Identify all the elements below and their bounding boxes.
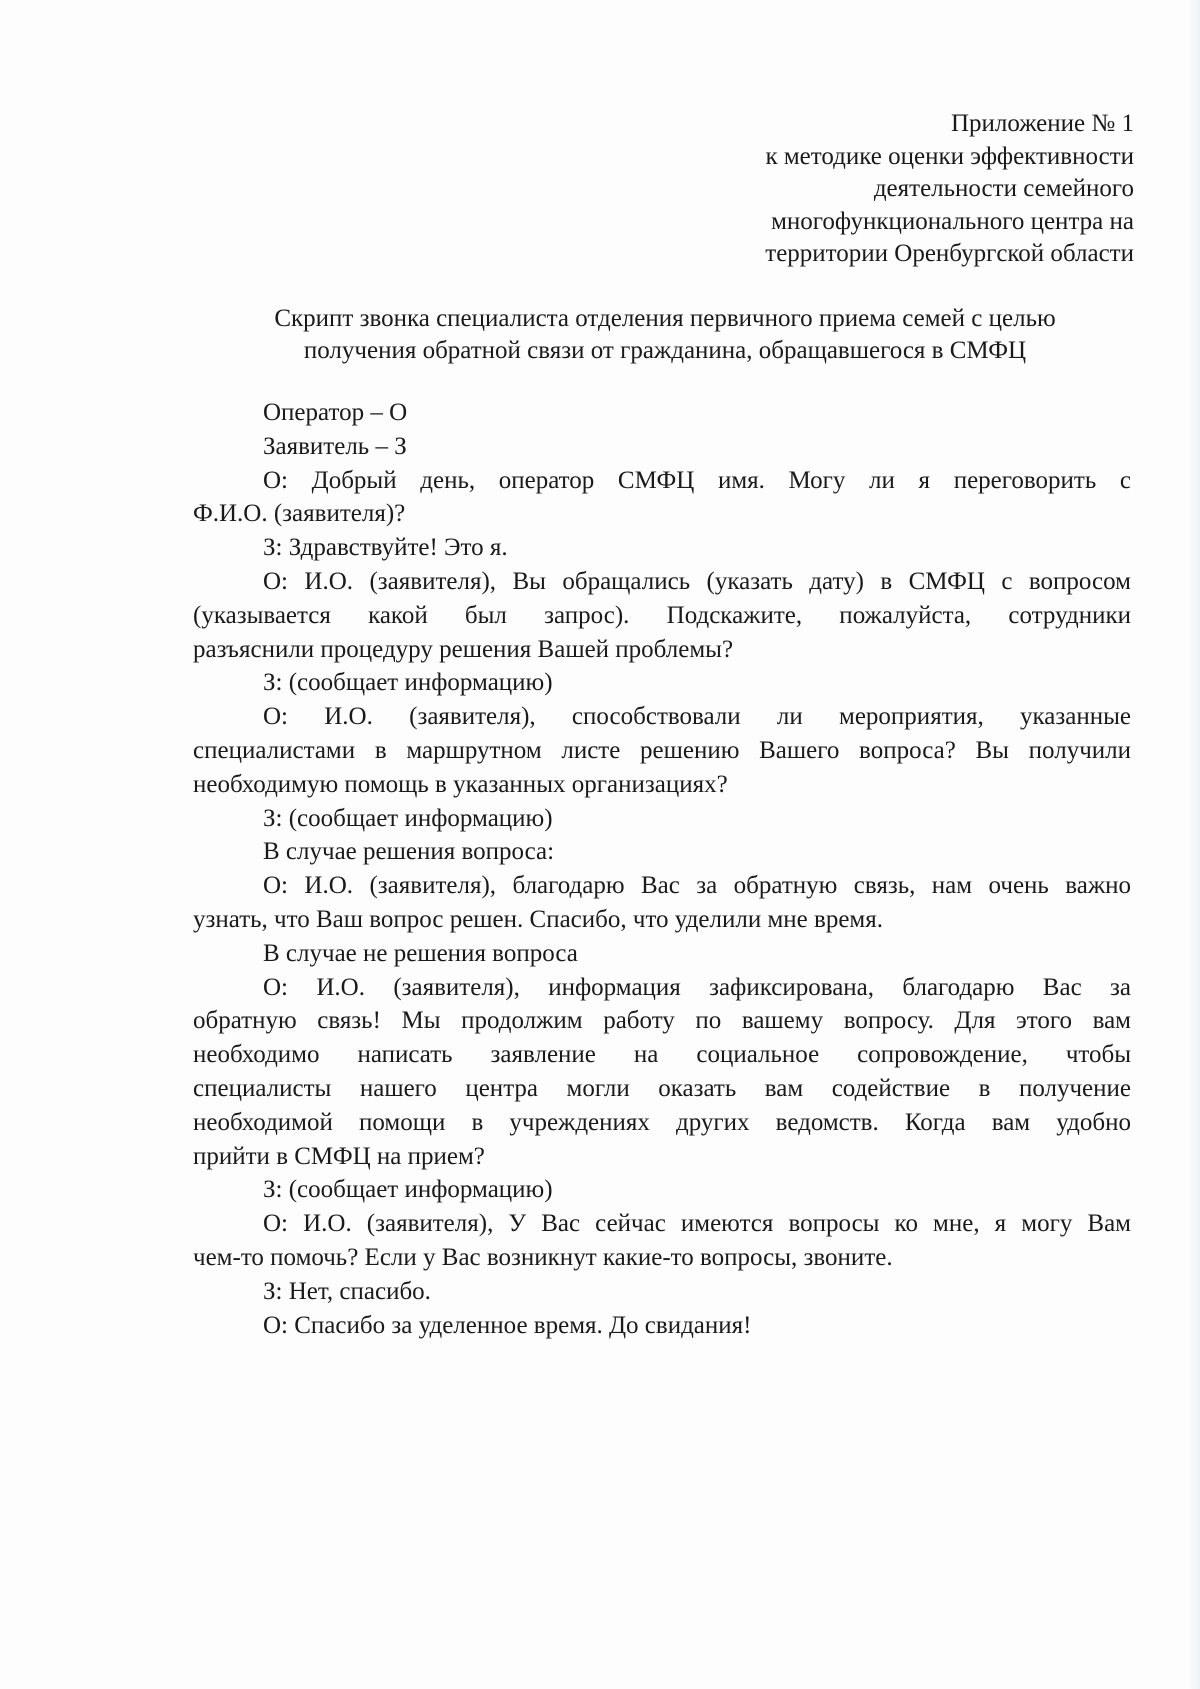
dialogue-line: О: И.О. (заявителя), У Вас сейчас имеются вопросы ко мне, я могу Вам [263, 1210, 1131, 1238]
dialogue-line: необходимо написать заявление на социальное сопровождение, чтобы [193, 1041, 1131, 1069]
dialogue-line: О: И.О. (заявителя), Вы обращались (указать дату) в СМФЦ с вопросом [263, 567, 1131, 595]
appendix-line: территории Оренбургской области [765, 240, 1134, 268]
dialogue-line: разъяснили процедуру решения Вашей проблемы? [193, 635, 734, 663]
dialogue-line: узнать, что Ваш вопрос решен. Спасибо, что уделили мне время. [193, 905, 884, 933]
appendix-line: Приложение № 1 [950, 110, 1134, 137]
legend-operator: Оператор – О [263, 399, 408, 426]
dialogue-line: О: Добрый день, оператор СМФЦ имя. Могу ли я переговорить с [263, 466, 1131, 494]
appendix-line: к методике оценки эффективности [765, 142, 1134, 170]
dialogue-line: О: И.О. (заявителя), благодарю Вас за обратную связь, нам очень важно [263, 872, 1131, 900]
appendix-header [765, 108, 1134, 271]
case-heading: В случае не решения вопроса [263, 939, 578, 967]
dialogue-line: (указывается какой был запрос). Подскажите, пожалуйста, сотрудники [193, 601, 1131, 629]
dialogue-line: необходимую помощь в указанных организациях? [193, 770, 728, 798]
dialogue-line: обратную связь! Мы продолжим работу по вашему вопросу. Для этого вам [193, 1007, 1131, 1035]
legend-applicant: Заявитель – З [263, 432, 407, 460]
title-line: получения обратной связи от гражданина, обращавшегося в СМФЦ [303, 337, 1027, 364]
appendix-line: деятельности семейного [873, 175, 1134, 203]
dialogue-line: специалисты нашего центра могли оказать вам содействие в получение [193, 1074, 1131, 1102]
dialogue-line: О: И.О. (заявителя), способствовали ли мероприятия, указанные [263, 703, 1131, 731]
dialogue-line: З: (сообщает информацию) [263, 669, 553, 697]
script-body [193, 396, 1131, 1342]
dialogue-line: З: Нет, спасибо. [263, 1277, 431, 1305]
document-title [190, 303, 1140, 367]
dialogue-line: специалистами в маршрутном листе решению Вашего вопроса? Вы получили [193, 736, 1131, 764]
dialogue-line: прийти в СМФЦ на прием? [193, 1142, 485, 1170]
dialogue-line: З: Здравствуйте! Это я. [263, 534, 508, 562]
case-heading: В случае решения вопроса: [263, 838, 555, 866]
dialogue-line: О: И.О. (заявителя), информация зафиксирована, благодарю Вас за [263, 973, 1131, 1001]
dialogue-line: необходимой помощи в учреждениях других ведомств. Когда вам удобно [193, 1108, 1131, 1136]
dialogue-line: Ф.И.О. (заявителя)? [193, 500, 406, 528]
page-edge [1186, 0, 1200, 1689]
dialogue-line: З: (сообщает информацию) [263, 1176, 553, 1204]
dialogue-line: З: (сообщает информацию) [263, 804, 553, 832]
appendix-line: многофункционального центра на [771, 207, 1134, 235]
title-line: Скрипт звонка специалиста отделения первичного приема семей с целью [274, 305, 1056, 332]
dialogue-line: О: Спасибо за уделенное время. До свидания! [263, 1311, 752, 1339]
dialogue-line: чем-то помочь? Если у Вас возникнут какие-то вопросы, звоните. [193, 1243, 893, 1271]
